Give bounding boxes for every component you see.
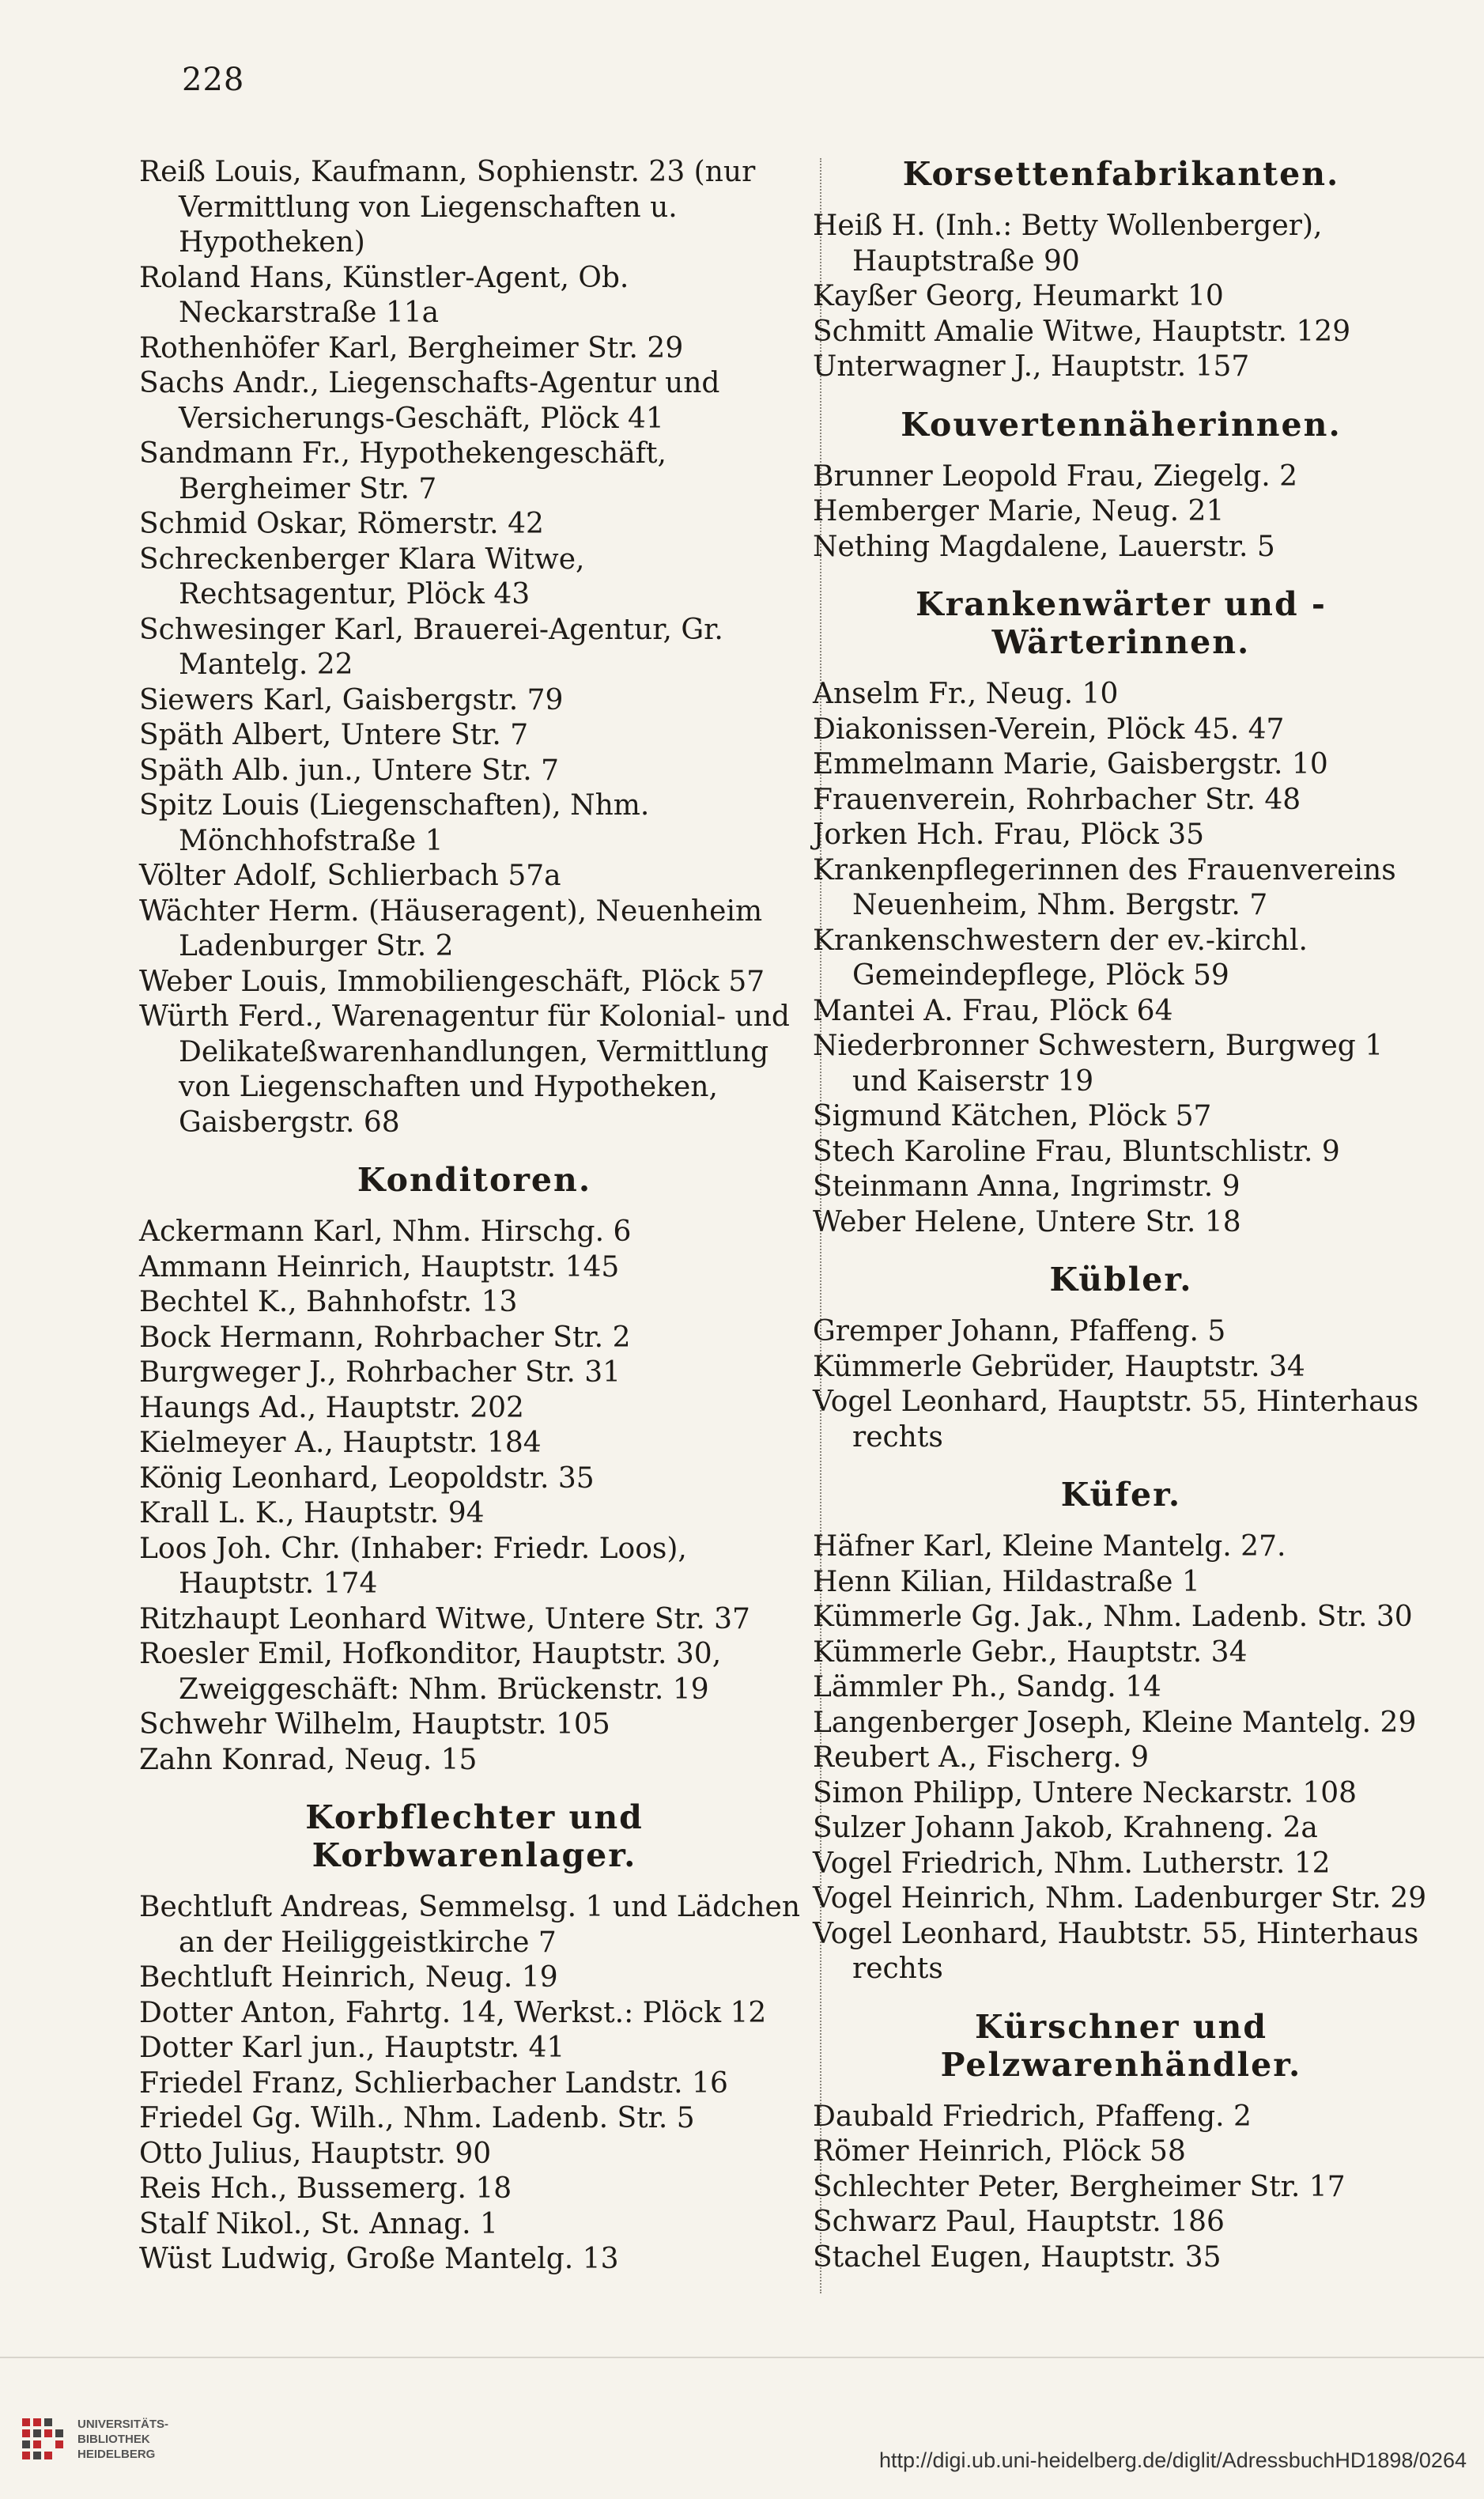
heading-korsettenfabrikanten: Korsettenfabrikanten. [902, 155, 1340, 193]
directory-entry: Reiß Louis, Kaufmann, Sophienstr. 23 (nur Vermittlung von Liegenschaften u. Hypotheken) [139, 156, 756, 259]
directory-entry: Wüst Ludwig, Große Mantelg. 13 [139, 2243, 619, 2275]
directory-entry: Vogel Friedrich, Nhm. Lutherstr. 12 [813, 1847, 1331, 1880]
directory-entry: Krankenschwestern der ev.-kirchl. Gemeindepflege, Plöck 59 [813, 924, 1308, 992]
directory-entry: Kümmerle Gebr., Hauptstr. 34 [813, 1635, 1248, 1669]
directory-entry: Brunner Leopold Frau, Ziegelg. 2 [813, 459, 1298, 493]
directory-entry: Daubald Friedrich, Pfaffeng. 2 [813, 2100, 1252, 2133]
directory-entry: Schwehr Wilhelm, Hauptstr. 105 [139, 1708, 610, 1741]
directory-entry: Roland Hans, Künstler-Agent, Ob. Neckarstraße 11a [139, 261, 629, 329]
directory-entry: Anselm Fr., Neug. 10 [813, 678, 1119, 710]
directory-entry: Ritzhaupt Leonhard Witwe, Untere Str. 37 [139, 1602, 750, 1635]
heading-kuebler: Kübler. [1049, 1261, 1193, 1299]
directory-entry: Vogel Leonhard, Hauptstr. 55, Hinterhaus rechts [813, 1386, 1419, 1454]
directory-entry: Häfner Karl, Kleine Mantelg. 27. [813, 1530, 1286, 1563]
entries-agents [139, 155, 810, 1140]
directory-entry: Sigmund Kätchen, Plöck 57 [813, 1100, 1212, 1132]
directory-entry: Reis Hch., Bussemerg. 18 [139, 2172, 512, 2205]
entries-krankenwaerter [813, 677, 1429, 1240]
directory-entry: Schwesinger Karl, Brauerei-Agentur, Gr. Mantelg. 22 [139, 613, 723, 681]
directory-entry: Frauenverein, Rohrbacher Str. 48 [813, 783, 1301, 816]
directory-entry: Henn Kilian, Hildastraße 1 [813, 1565, 1200, 1598]
directory-entry: Römer Heinrich, Plöck 58 [813, 2135, 1186, 2168]
heading-konditoren: Konditoren. [357, 1161, 592, 1199]
right-column [813, 155, 1429, 2275]
library-name-line3: HEIDELBERG [77, 2448, 156, 2461]
directory-entry: Friedel Franz, Schlierbacher Landstr. 16 [139, 2066, 728, 2100]
directory-entry: Würth Ferd., Warenagentur für Kolonial- und Delikateßwarenhandlungen, Vermittlung von Liegenschaften und Hypotheken, Gaisbergstr. 68 [139, 1000, 790, 1139]
heading-kuefer: Küfer. [1060, 1476, 1182, 1514]
directory-entry: Kielmeyer A., Hauptstr. 184 [139, 1427, 542, 1459]
directory-entry: Krankenpflegerinnen des Frauenvereins Neuenheim, Nhm. Bergstr. 7 [813, 853, 1396, 921]
directory-entry: Schlechter Peter, Bergheimer Str. 17 [813, 2170, 1346, 2203]
directory-entry: Rothenhöfer Karl, Bergheimer Str. 29 [139, 331, 684, 365]
directory-entry: Sulzer Johann Jakob, Krahneng. 2a [813, 1812, 1318, 1844]
footer-divider [0, 2357, 1484, 2358]
directory-entry: Bechtluft Heinrich, Neug. 19 [139, 1961, 558, 1994]
directory-entry: Bechtel K., Bahnhofstr. 13 [139, 1286, 518, 1318]
directory-entry: Reubert A., Fischerg. 9 [813, 1741, 1150, 1774]
library-name-line1: UNIVERSITÄTS- [77, 2418, 169, 2431]
directory-entry: Schmitt Amalie Witwe, Hauptstr. 129 [813, 315, 1351, 348]
directory-entry: Mantei A. Frau, Plöck 64 [813, 994, 1173, 1027]
directory-entry: Vogel Heinrich, Nhm. Ladenburger Str. 29 [813, 1882, 1427, 1915]
directory-entry: Haungs Ad., Hauptstr. 202 [139, 1391, 524, 1424]
directory-entry: Kayßer Georg, Heumarkt 10 [813, 280, 1224, 312]
directory-entry: Vogel Leonhard, Haubtstr. 55, Hinterhaus rechts [813, 1917, 1419, 1985]
left-column [139, 155, 810, 2278]
directory-entry: Niederbronner Schwestern, Burgweg 1 und Kaiserstr 19 [813, 1030, 1384, 1098]
entries-kuefer [813, 1529, 1429, 1987]
directory-entry: Stech Karoline Frau, Bluntschlistr. 9 [813, 1135, 1340, 1168]
directory-entry: Völter Adolf, Schlierbach 57a [139, 860, 561, 892]
heading-korbflechter: Korbflechter und Korbwarenlager. [305, 1798, 644, 1874]
directory-entry: Loos Joh. Chr. (Inhaber: Friedr. Loos), Hauptstr. 174 [139, 1532, 687, 1600]
directory-entry: Wächter Herm. (Häuseragent), Neuenheim Ladenburger Str. 2 [139, 894, 763, 962]
directory-entry: Späth Alb. jun., Untere Str. 7 [139, 754, 559, 787]
directory-entry: Weber Helene, Untere Str. 18 [813, 1205, 1241, 1238]
directory-entry: Bechtluft Andreas, Semmelsg. 1 und Lädchen an der Heiliggeistkirche 7 [139, 1891, 800, 1959]
directory-entry: Simon Philipp, Untere Neckarstr. 108 [813, 1776, 1358, 1809]
source-url-link[interactable]: http://digi.ub.uni-heidelberg.de/diglit/AdressbuchHD1898/0264 [878, 2448, 1467, 2472]
directory-entry: Heiß H. (Inh.: Betty Wollenberger), Hauptstraße 90 [813, 210, 1323, 278]
directory-entry: Sachs Andr., Liegenschafts-Agentur und Versicherungs-Geschäft, Plöck 41 [139, 367, 720, 435]
entries-kuerschner [813, 2100, 1429, 2276]
directory-entry: Ackermann Karl, Nhm. Hirschg. 6 [139, 1215, 632, 1248]
directory-entry: Nething Magdalene, Lauerstr. 5 [813, 530, 1275, 563]
directory-entry: Schwarz Paul, Hauptstr. 186 [813, 2206, 1225, 2238]
directory-entry: Siewers Karl, Gaisbergstr. 79 [139, 683, 564, 716]
footer-bar [0, 2341, 1484, 2499]
directory-entry: Stachel Eugen, Hauptstr. 35 [813, 2240, 1222, 2274]
directory-entry: Schmid Oskar, Römerstr. 42 [139, 508, 544, 540]
directory-entry: Krall L. K., Hauptstr. 94 [139, 1497, 485, 1529]
library-name-line2: BIBLIOTHEK [77, 2433, 150, 2446]
directory-entry: Diakonissen-Verein, Plöck 45. 47 [813, 713, 1285, 746]
directory-entry: Otto Julius, Hauptstr. 90 [139, 2137, 492, 2170]
entries-konditoren [139, 1215, 810, 1778]
heading-kuerschner: Kürschner und Pelzwarenhändler. [940, 2007, 1302, 2084]
directory-entry: Späth Albert, Untere Str. 7 [139, 719, 529, 751]
directory-entry: Gremper Johann, Pfaffeng. 5 [813, 1315, 1226, 1348]
directory-entry: Roesler Emil, Hofkonditor, Hauptstr. 30, Zweiggeschäft: Nhm. Brückenstr. 19 [139, 1638, 722, 1706]
directory-entry: Lämmler Ph., Sandg. 14 [813, 1671, 1161, 1703]
directory-entry: Schreckenberger Klara Witwe, Rechtsagentur, Plöck 43 [139, 543, 585, 611]
directory-entry: König Leonhard, Leopoldstr. 35 [139, 1461, 595, 1495]
entries-korsettenfabrikanten [813, 209, 1429, 385]
directory-entry: Kümmerle Gebrüder, Hauptstr. 34 [813, 1350, 1305, 1383]
entries-kouvertennaeherinnen [813, 459, 1429, 565]
entries-kuebler [813, 1314, 1429, 1455]
heading-kouvertennaeherinnen: Kouvertennäherinnen. [901, 405, 1342, 444]
directory-entry: Dotter Anton, Fahrtg. 14, Werkst.: Plöck 12 [139, 1996, 767, 2029]
directory-entry: Hemberger Marie, Neug. 21 [813, 495, 1225, 527]
directory-entry: Jorken Hch. Frau, Plöck 35 [813, 819, 1205, 851]
directory-entry: Stalf Nikol., St. Annag. 1 [139, 2207, 498, 2240]
directory-entry: Friedel Gg. Wilh., Nhm. Ladenb. Str. 5 [139, 2102, 695, 2134]
directory-entry: Ammann Heinrich, Hauptstr. 145 [139, 1250, 620, 1284]
entries-korbflechter [139, 1890, 810, 2278]
page-number: 228 [182, 62, 245, 98]
directory-entry: Kümmerle Gg. Jak., Nhm. Ladenb. Str. 30 [813, 1601, 1413, 1633]
directory-entry: Unterwagner J., Hauptstr. 157 [813, 350, 1250, 383]
directory-entry: Sandmann Fr., Hypothekengeschäft, Bergheimer Str. 7 [139, 437, 666, 505]
directory-entry: Zahn Konrad, Neug. 15 [139, 1743, 478, 1776]
directory-entry: Emmelmann Marie, Gaisbergstr. 10 [813, 748, 1328, 781]
directory-entry: Dotter Karl jun., Hauptstr. 41 [139, 2032, 565, 2064]
library-name [77, 2417, 168, 2462]
university-library-logo-icon [17, 2412, 73, 2467]
directory-entry: Burgweger J., Rohrbacher Str. 31 [139, 1356, 621, 1389]
directory-entry: Weber Louis, Immobiliengeschäft, Plöck 57 [139, 965, 765, 998]
directory-entry: Steinmann Anna, Ingrimstr. 9 [813, 1170, 1240, 1203]
directory-entry: Bock Hermann, Rohrbacher Str. 2 [139, 1321, 631, 1354]
heading-krankenwaerter: Krankenwärter und -Wärterinnen. [916, 585, 1327, 661]
directory-entry: Spitz Louis (Liegenschaften), Nhm. Mönchhofstraße 1 [139, 789, 650, 857]
directory-entry: Langenberger Joseph, Kleine Mantelg. 29 [813, 1706, 1417, 1739]
